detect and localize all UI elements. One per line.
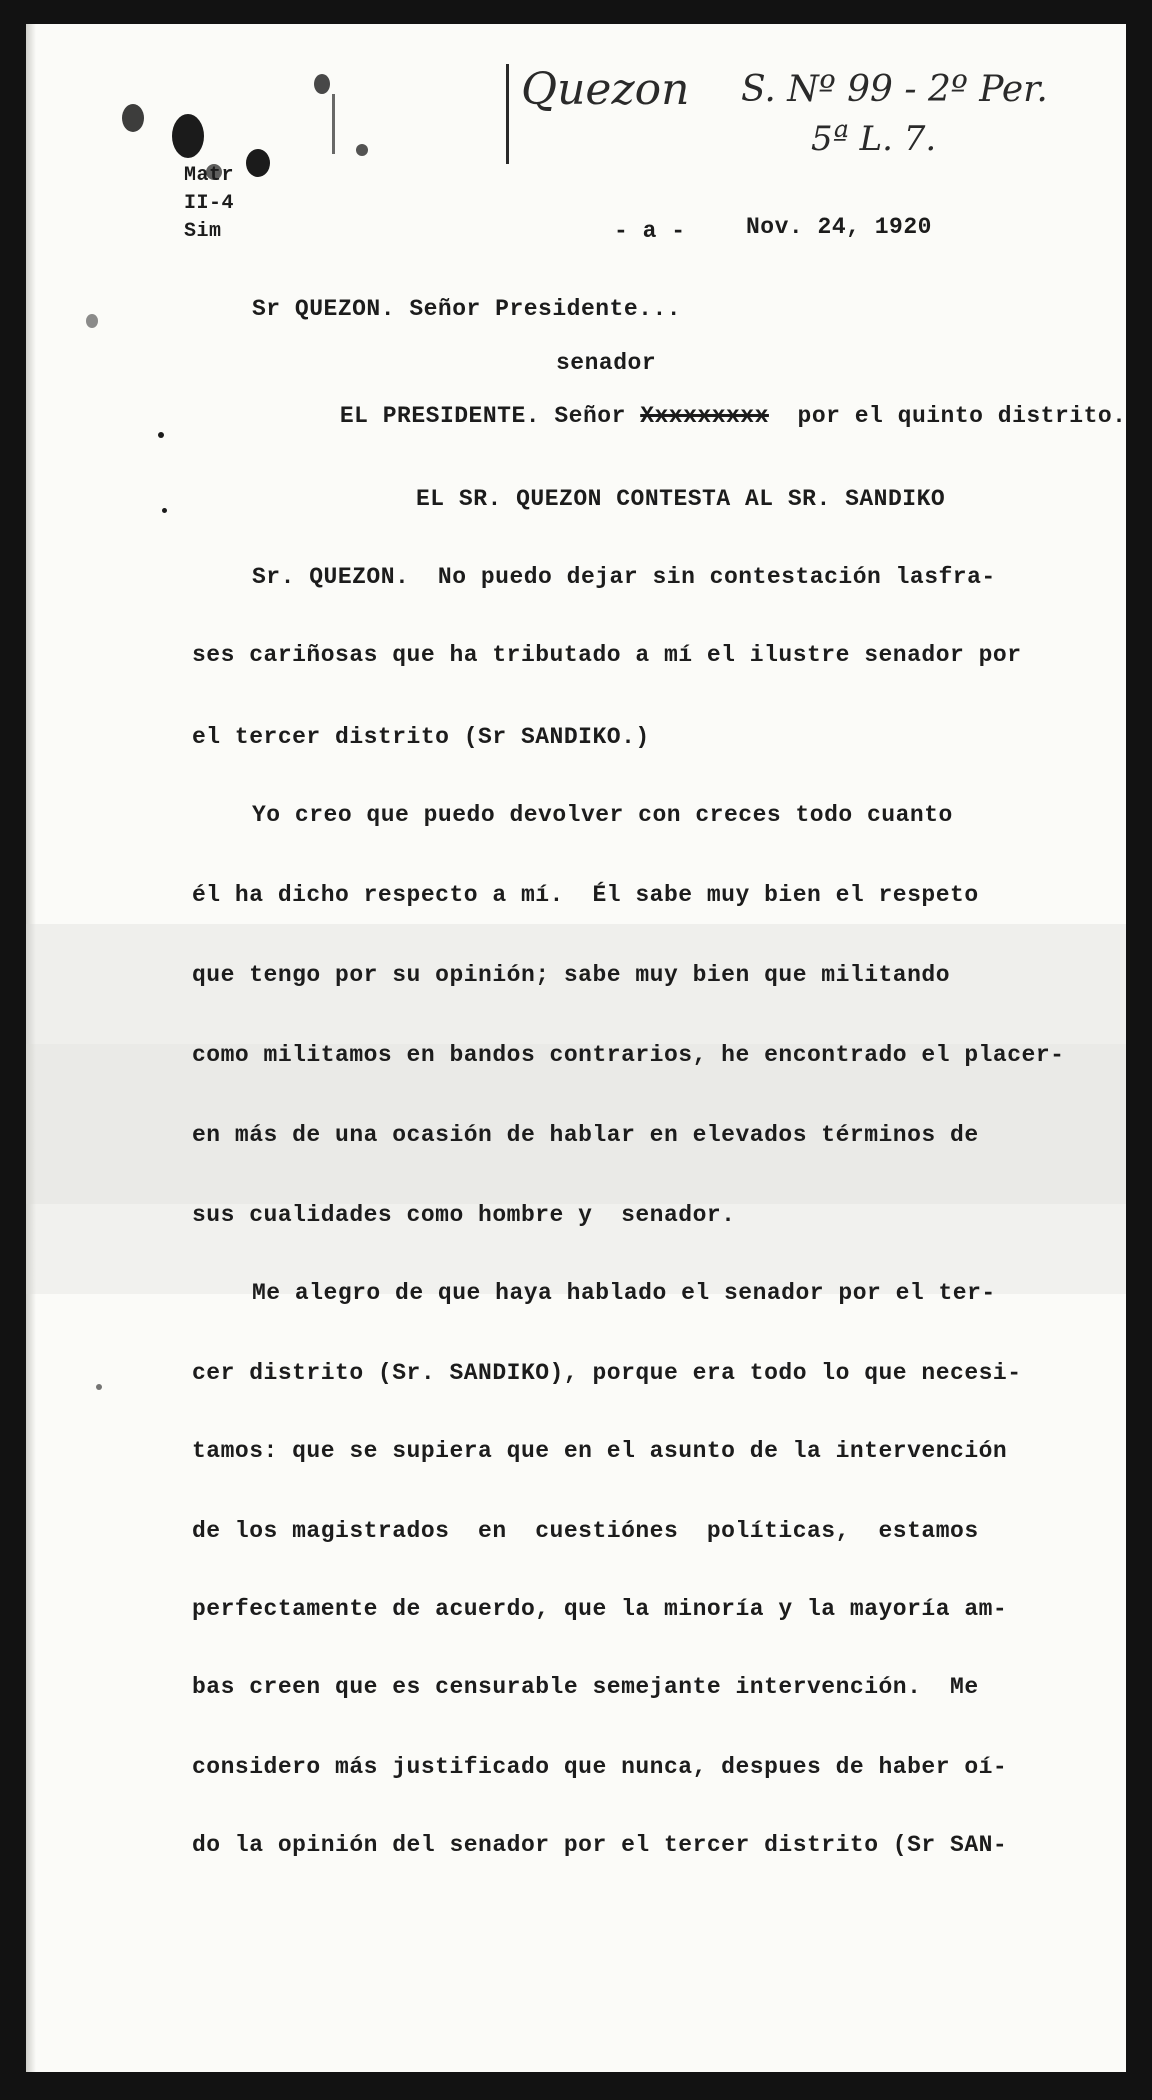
- paragraph-line: Sr. QUEZON. No puedo dejar sin contestación lasfra-: [252, 564, 996, 590]
- paragraph-line: de los magistrados en cuestiónes políticas, estamos: [192, 1518, 979, 1544]
- scan-speck: [96, 1384, 102, 1390]
- speaker-line-b: por el quinto distrito.: [797, 403, 1126, 429]
- paragraph-line: el tercer distrito (Sr SANDIKO.): [192, 724, 650, 750]
- paragraph-line: que tengo por su opinión; sabe muy bien que militando: [192, 962, 951, 988]
- paragraph-line: bas creen que es censurable semejante intervención. Me: [192, 1674, 979, 1700]
- scan-speck: [162, 508, 167, 513]
- handwritten-name: Quezon: [521, 64, 690, 115]
- pencil-stroke: [332, 94, 335, 154]
- paragraph-line: tamos: que se supiera que en el asunto de la intervención: [192, 1438, 1008, 1464]
- ink-blot: [314, 74, 330, 94]
- paragraph-line: do la opinión del senador por el tercer distrito (Sr SAN-: [192, 1832, 1008, 1858]
- speaker-line-a: EL PRESIDENTE. Señor: [339, 403, 626, 429]
- ink-blot: [246, 149, 270, 177]
- document-date: Nov. 24, 1920: [746, 214, 932, 240]
- paragraph-line: Yo creo que puedo devolver con creces todo cuanto: [252, 802, 953, 828]
- speaker-line: Sr QUEZON. Señor Presidente...: [252, 296, 682, 322]
- scan-speck: [158, 432, 164, 438]
- paragraph-line: en más de una ocasión de hablar en elevados términos de: [192, 1122, 979, 1148]
- file-code: Matr: [184, 164, 235, 187]
- handwritten-reference-2: 5ª L. 7.: [811, 119, 937, 159]
- section-heading: EL SR. QUEZON CONTESTA AL SR. SANDIKO: [416, 486, 946, 512]
- ink-blot: [356, 144, 368, 156]
- handwritten-reference: S. Nº 99 - 2º Per.: [741, 69, 1048, 110]
- ink-blot: [172, 114, 204, 158]
- paragraph-line: ses cariñosas que ha tributado a mí el ilustre senador por: [192, 642, 1022, 668]
- file-code: II-4: [184, 192, 235, 215]
- paragraph-line: cer distrito (Sr. SANDIKO), porque era todo lo que necesi-: [192, 1360, 1022, 1386]
- file-code: Sim: [184, 220, 222, 243]
- inserted-word: senador: [556, 350, 657, 376]
- ink-blot: [86, 314, 98, 328]
- paragraph-line: como militamos en bandos contrarios, he encontrado el placer-: [192, 1042, 1065, 1068]
- paragraph-line: considero más justificado que nunca, despues de haber oí-: [192, 1754, 1008, 1780]
- document-page: [26, 24, 1126, 2072]
- paragraph-line: él ha dicho respecto a mí. Él sabe muy bien el respeto: [192, 882, 979, 908]
- paragraph-line: perfectamente de acuerdo, que la minoría y la mayoría am-: [192, 1596, 1008, 1622]
- ink-blot: [122, 104, 144, 132]
- paragraph-line: sus cualidades como hombre y senador.: [192, 1202, 736, 1228]
- page-marker: - a -: [614, 218, 686, 244]
- pencil-stroke: [506, 64, 509, 164]
- speaker-line: [254, 377, 1126, 455]
- struck-word: Xxxxxxxxx: [640, 403, 769, 429]
- paragraph-line: Me alegro de que haya hablado el senador por el ter-: [252, 1280, 996, 1306]
